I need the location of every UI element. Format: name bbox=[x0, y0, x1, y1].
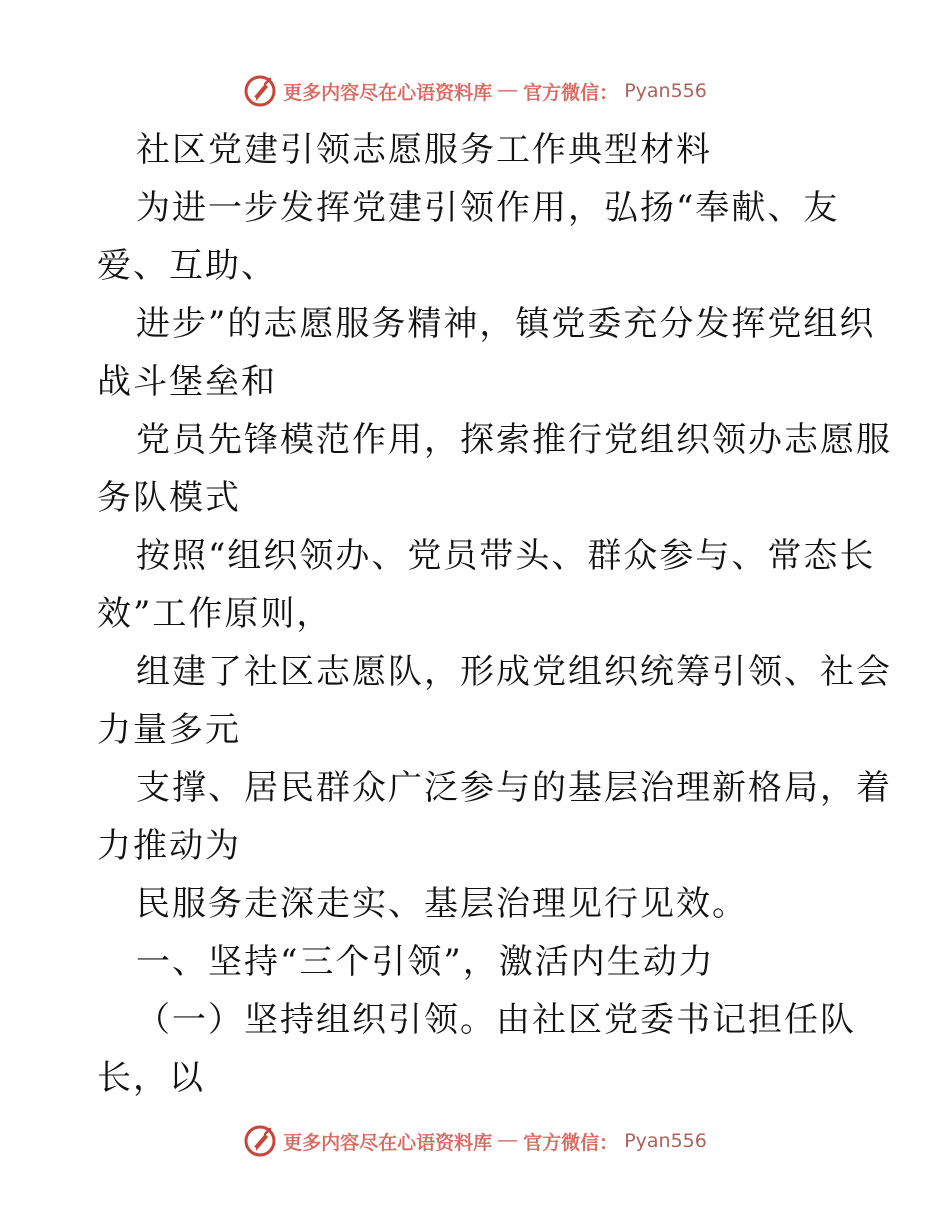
watermark-text: 更多内容尽在心语资料库 bbox=[283, 81, 493, 104]
watermark-wechat-label: 官方微信： bbox=[523, 1131, 619, 1154]
watermark-wechat-id: Pyan556 bbox=[624, 1130, 707, 1152]
paragraph-line: 力量多元 bbox=[97, 710, 241, 750]
paragraph-line: 战斗堡垒和 bbox=[97, 362, 277, 402]
paragraph-line: 务队模式 bbox=[97, 478, 241, 518]
document-title: 社区党建引领志愿服务工作典型材料 bbox=[136, 130, 712, 170]
paragraph-line: 爱、互助、 bbox=[97, 246, 277, 286]
pen-logo-icon bbox=[243, 1124, 277, 1158]
subsection-heading: （一）坚持组织引领。由社区党委书记担任队 bbox=[136, 1000, 856, 1040]
paragraph-line: 为进一步发挥党建引领作用，弘扬“奉献、友 bbox=[136, 188, 840, 228]
watermark-dash: — bbox=[498, 80, 518, 101]
watermark-wechat-label: 官方微信： bbox=[523, 81, 619, 104]
paragraph-line: 力推动为 bbox=[97, 826, 241, 866]
pen-logo-icon bbox=[243, 74, 277, 108]
paragraph-line: 民服务走深走实、基层治理见行见效。 bbox=[136, 884, 748, 924]
paragraph-line: 党员先锋模范作用，探索推行党组织领办志愿服 bbox=[136, 420, 892, 460]
document-body bbox=[97, 121, 892, 1107]
section-heading: 一、坚持“三个引领”，激活内生动力 bbox=[136, 942, 715, 982]
paragraph-line: 按照“组织领办、党员带头、群众参与、常态长 bbox=[136, 536, 876, 576]
watermark-wechat-id: Pyan556 bbox=[624, 80, 707, 102]
paragraph-line: 长，以 bbox=[97, 1058, 205, 1098]
paragraph-line: 组建了社区志愿队，形成党组织统筹引领、社会 bbox=[136, 652, 892, 692]
watermark-footer bbox=[0, 1121, 950, 1161]
watermark-text: 更多内容尽在心语资料库 bbox=[283, 1131, 493, 1154]
paragraph-line: 效”工作原则， bbox=[97, 594, 333, 634]
paragraph-line: 进步”的志愿服务精神，镇党委充分发挥党组织 bbox=[136, 304, 876, 344]
paragraph-line: 支撑、居民群众广泛参与的基层治理新格局，着 bbox=[136, 768, 892, 808]
watermark-dash: — bbox=[498, 1130, 518, 1151]
watermark-header bbox=[0, 71, 950, 111]
